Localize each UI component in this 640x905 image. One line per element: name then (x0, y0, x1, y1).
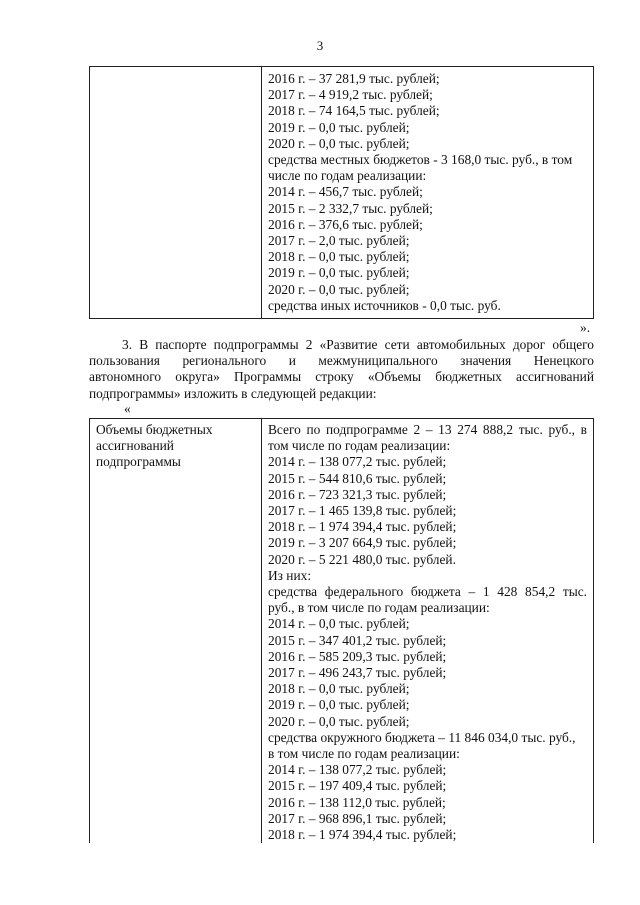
page-number: 3 (316, 38, 324, 53)
funding-line: средства местных бюджетов - 3 168,0 тыс. руб., в том (268, 152, 573, 168)
funding-line: 2020 г. – 0,0 тыс. рублей; (268, 713, 410, 729)
row-label-line: ассигнований (96, 438, 174, 454)
funding-line: средства иных источников - 0,0 тыс. руб. (268, 297, 501, 313)
funding-line: 2016 г. – 138 112,0 тыс. рублей; (268, 794, 446, 810)
funding-line: средства окружного бюджета – 11 846 034,0 тыс. руб., (268, 729, 576, 745)
funding-line: в том числе по годам реализации: (268, 746, 460, 762)
funding-line: 2020 г. – 0,0 тыс. рублей; (268, 135, 410, 151)
funding-line: 2018 г. – 1 974 394,4 тыс. рублей; (268, 827, 457, 843)
funding-line: 2016 г. – 376,6 тыс. рублей; (268, 216, 423, 232)
funding-line: 2018 г. – 74 164,5 тыс. рублей; (268, 103, 440, 119)
funding-line: 2014 г. – 456,7 тыс. рублей; (268, 184, 423, 200)
closing-quote: ». (580, 320, 591, 335)
funding-table-continued (89, 66, 594, 319)
row-label-line: Объемы бюджетных (96, 422, 213, 437)
funding-line: 2017 г. – 1 465 139,8 тыс. рублей; (268, 503, 457, 519)
funding-line: 2014 г. – 138 077,2 тыс. рублей; (268, 454, 447, 470)
funding-line: Всего по подпрограмме 2 – 13 274 888,2 тыс. руб., в (268, 422, 587, 437)
paragraph-line: пользования регионального и межмуниципального значения Ненецкого (89, 353, 594, 369)
funding-line: числе по годам реализации: (268, 168, 427, 184)
funding-line: 2020 г. – 0,0 тыс. рублей; (268, 281, 410, 297)
funding-line: Из них: (268, 567, 312, 583)
funding-line: 2017 г. – 968 896,1 тыс. рублей; (268, 810, 447, 826)
funding-line: 2017 г. – 496 243,7 тыс. рублей; (268, 665, 447, 681)
funding-line: 2016 г. – 37 281,9 тыс. рублей; (268, 71, 440, 86)
table-value-cell (262, 419, 594, 844)
table-label-cell (90, 419, 262, 844)
paragraph-line: подпрограммы» изложить в следующей редакции: (89, 385, 377, 401)
paragraph-line: автономного округа» Программы строку «Объемы бюджетных ассигнований (89, 369, 594, 385)
funding-line: 2019 г. – 0,0 тыс. рублей; (268, 697, 410, 713)
funding-line: 2016 г. – 723 321,3 тыс. рублей; (268, 486, 447, 502)
funding-line: средства федерального бюджета – 1 428 854,2 тыс. (268, 584, 587, 600)
funding-line: 2015 г. – 197 409,4 тыс. рублей; (268, 778, 447, 794)
funding-line: 2015 г. – 347 401,2 тыс. рублей; (268, 632, 447, 648)
funding-line: 2017 г. – 4 919,2 тыс. рублей; (268, 87, 433, 103)
funding-line: 2017 г. – 2,0 тыс. рублей; (268, 233, 410, 249)
paragraph-line: 3. В паспорте подпрограммы 2 «Развитие сети автомобильных дорог общего (122, 337, 594, 352)
funding-line: 2019 г. – 0,0 тыс. рублей; (268, 265, 410, 281)
funding-line: 2020 г. – 5 221 480,0 тыс. рублей. (268, 551, 456, 567)
funding-line: 2018 г. – 0,0 тыс. рублей; (268, 681, 410, 697)
funding-line: том числе по годам реализации: (268, 438, 451, 454)
funding-line: 2015 г. – 544 810,6 тыс. рублей; (268, 470, 447, 486)
funding-line: 2019 г. – 0,0 тыс. рублей; (268, 119, 410, 135)
funding-table-new (89, 418, 594, 843)
funding-line: 2014 г. – 138 077,2 тыс. рублей; (268, 762, 447, 778)
funding-line: 2014 г. – 0,0 тыс. рублей; (268, 616, 410, 632)
table-label-cell (90, 67, 262, 319)
funding-line: 2015 г. – 2 332,7 тыс. рублей; (268, 200, 433, 216)
row-label-line: подпрограммы (96, 454, 181, 470)
table-value-cell (262, 67, 594, 319)
funding-line: 2018 г. – 0,0 тыс. рублей; (268, 249, 410, 265)
funding-line: руб., в том числе по годам реализации: (268, 600, 490, 616)
funding-line: 2016 г. – 585 209,3 тыс. рублей; (268, 648, 447, 664)
amendment-paragraph (89, 337, 594, 402)
funding-line: 2019 г. – 3 207 664,9 тыс. рублей; (268, 535, 457, 551)
opening-quote: « (124, 401, 131, 416)
funding-line: 2018 г. – 1 974 394,4 тыс. рублей; (268, 519, 457, 535)
